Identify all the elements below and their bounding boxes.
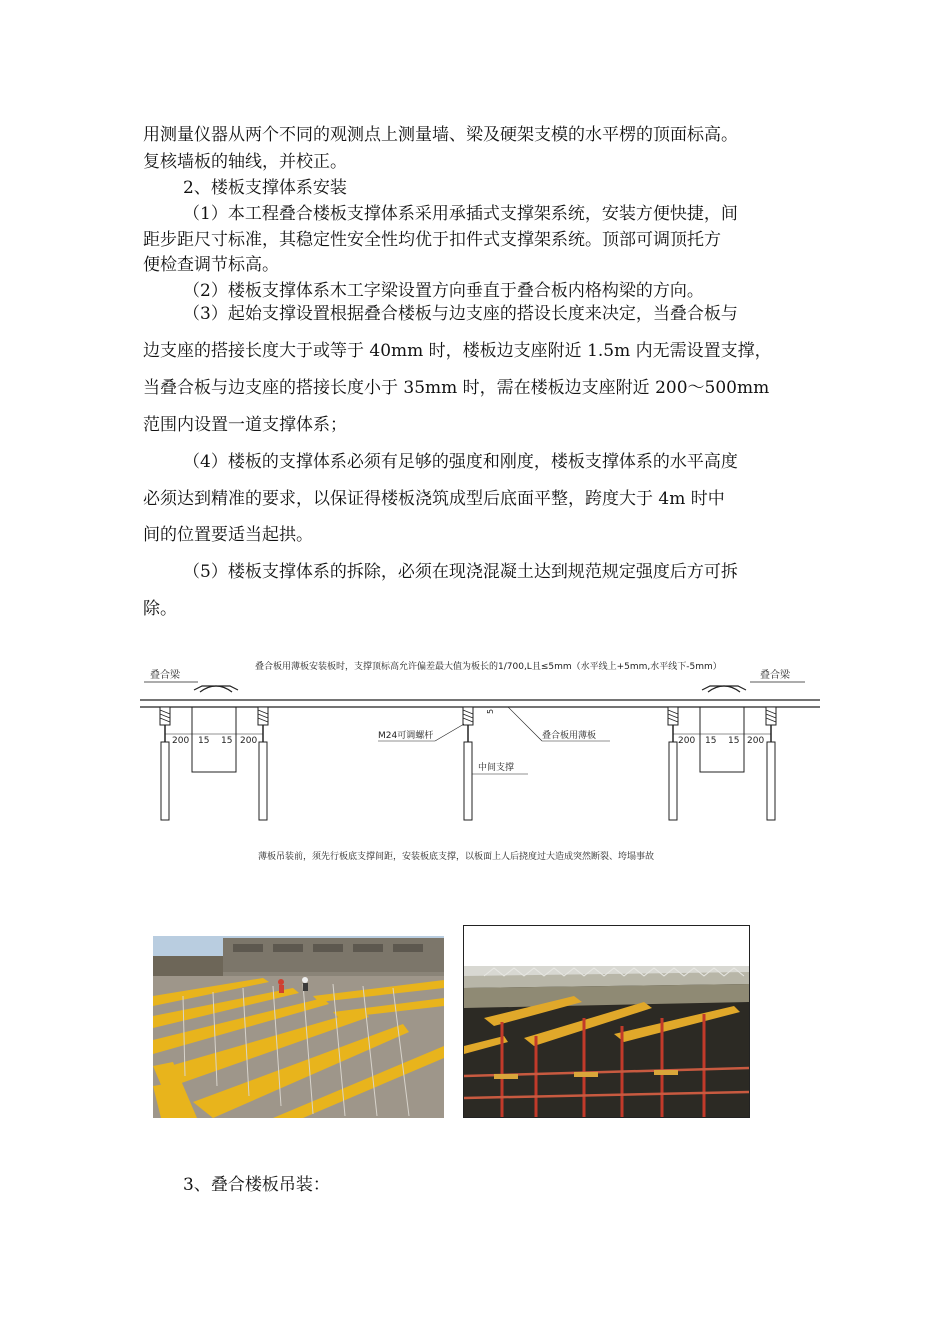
dim-label: 200 <box>747 736 765 746</box>
paragraph-line: 用测量仪器从两个不同的观测点上测量墙、梁及硬架支模的水平楞的顶面标高。 <box>143 125 738 145</box>
paragraph-line: 必须达到精准的要求，以保证得楼板浇筑成型后底面平整，跨度大于 4m 时中 <box>143 489 725 509</box>
diagram-top-note: 叠合板用薄板安装板时，支撑顶标高允许偏差最大值为板长的1/700,L且≤5mm（水平线上+5mm,水平线下-5mm） <box>255 662 722 672</box>
mid-support-label: 中间支撑 <box>478 763 515 773</box>
rod-label: M24可调螺杆 <box>378 731 434 741</box>
paragraph-line: （1）本工程叠合楼板支撑体系采用承插式支撑架系统，安装方便快捷，间 <box>183 204 738 224</box>
paragraph-line: 范围内设置一道支撑体系； <box>143 415 347 435</box>
dim-label: 200 <box>678 736 696 746</box>
paragraph-line: 间的位置要适当起拱。 <box>143 525 313 545</box>
dim-label: 15 <box>728 736 740 746</box>
support-post <box>258 707 268 820</box>
paragraph-line: 复核墙板的轴线，并校正。 <box>143 152 347 172</box>
paragraph-line: （5）楼板支撑体系的拆除，必须在现浇混凝土达到规范规定强度后方可拆 <box>183 562 738 582</box>
support-diagram <box>130 650 830 870</box>
support-post <box>668 707 678 820</box>
paragraph-line: 距步距尺寸标准，其稳定性安全性均优于扣件式支撑架系统。顶部可调顶托方 <box>143 230 721 250</box>
support-post <box>766 707 776 820</box>
site-photo-props <box>463 925 750 1118</box>
small-mark: 5 <box>486 708 495 714</box>
paragraph-line: 边支座的搭接长度大于或等于 40mm 时，楼板边支座附近 1.5m 内无需设置支撑， <box>143 341 772 361</box>
dim-label: 15 <box>221 736 233 746</box>
slab-label: 叠合板用薄板 <box>542 731 597 741</box>
paragraph-line: （2）楼板支撑体系木工字梁设置方向垂直于叠合板内格构梁的方向。 <box>183 281 704 301</box>
paragraph-line: （4）楼板的支撑体系必须有足够的强度和刚度，楼板支撑体系的水平高度 <box>183 452 738 472</box>
paragraph-line: 除。 <box>143 599 177 619</box>
paragraph-line: 当叠合板与边支座的搭接长度小于 35mm 时，需在楼板边支座附近 200～500mm <box>143 378 770 398</box>
dim-label: 200 <box>172 736 190 746</box>
dim-label: 15 <box>198 736 210 746</box>
support-post <box>463 707 473 820</box>
right-beam-label: 叠合梁 <box>760 670 790 681</box>
dim-label: 200 <box>240 736 258 746</box>
paragraph-line: 便检查调节标高。 <box>143 255 279 275</box>
diagram-caption: 薄板吊装前，须先行板底支撑间距，安装板底支撑，以板面上人后挠度过大造成突然断裂、垮塌事故 <box>258 852 655 862</box>
paragraph-line: （3）起始支撑设置根据叠合楼板与边支座的搭设长度来决定，当叠合板与 <box>183 304 738 324</box>
left-beam-label: 叠合梁 <box>150 670 180 681</box>
section-heading-3: 3、叠合楼板吊装： <box>183 1175 330 1195</box>
support-post <box>160 707 170 820</box>
dim-label: 15 <box>705 736 717 746</box>
site-photo-beams <box>153 936 444 1118</box>
section-heading-2: 2、楼板支撑体系安装 <box>183 178 347 198</box>
